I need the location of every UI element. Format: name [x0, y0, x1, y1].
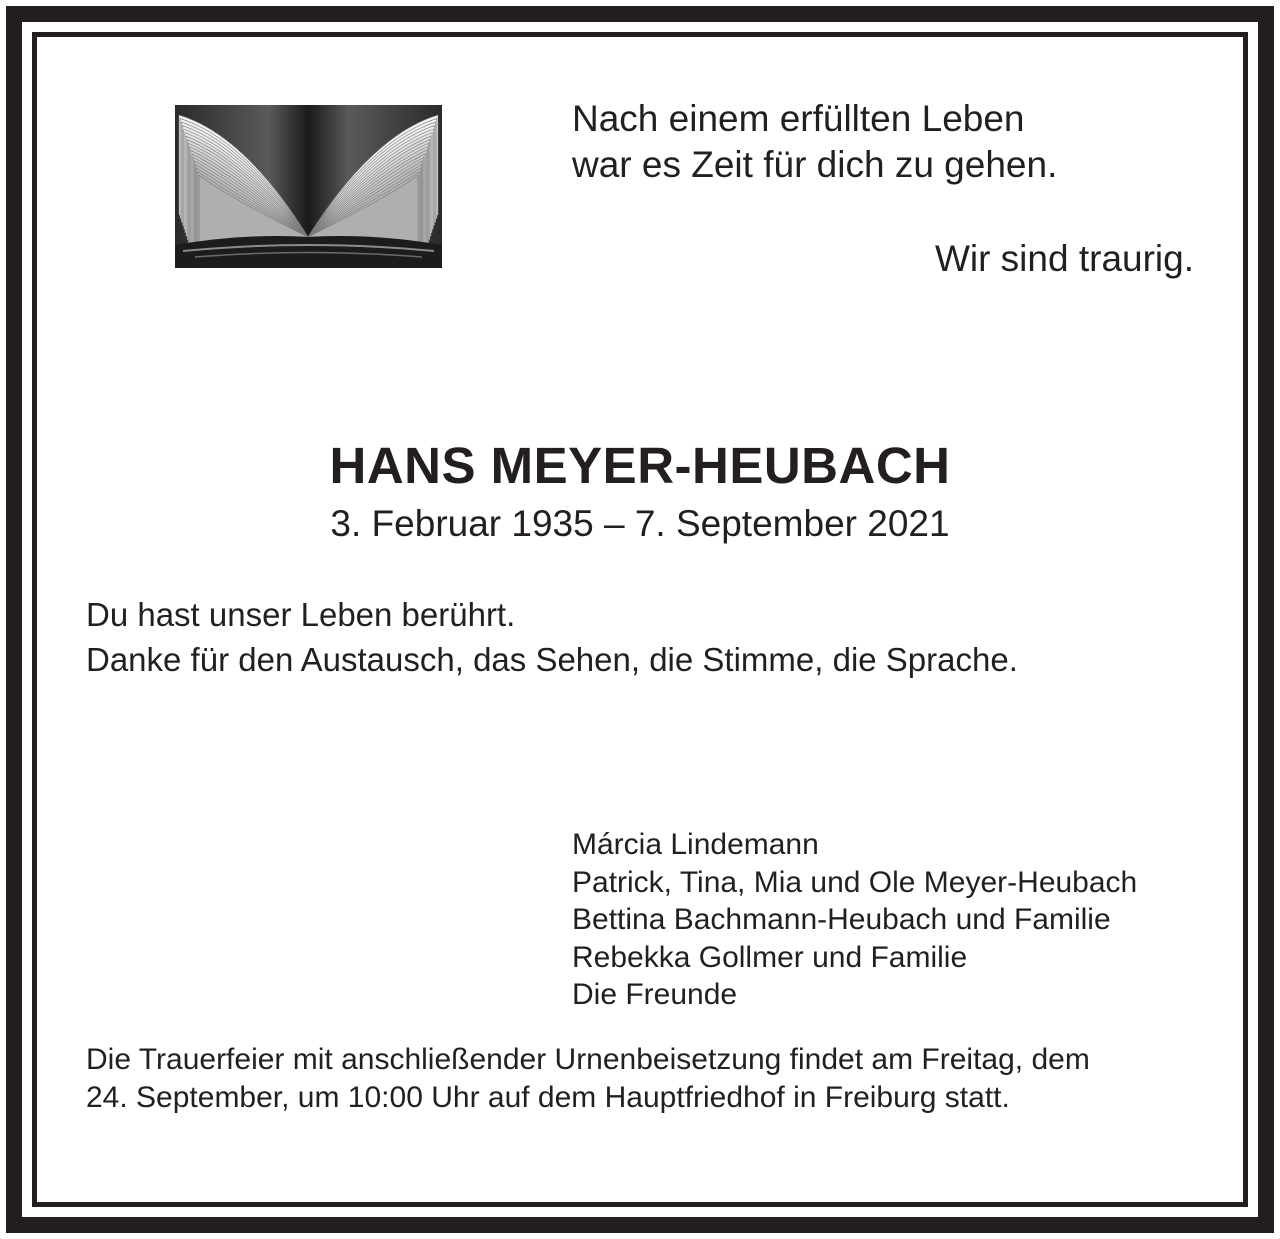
funeral-line: 24. September, um 10:00 Uhr auf dem Hauptfriedhof in Freiburg statt.: [86, 1081, 1010, 1114]
mourner: Patrick, Tina, Mia und Ole Meyer-Heubach: [572, 865, 1138, 899]
mourner: Bettina Bachmann-Heubach und Familie: [572, 903, 1111, 936]
deceased-name: HANS MEYER-HEUBACH: [329, 437, 951, 494]
motto-line: Nach einem erfüllten Leben: [572, 98, 1025, 139]
funeral-line: Die Trauerfeier mit anschließender Urnenbeisetzung findet am Freitag, dem: [86, 1043, 1090, 1076]
motto: [572, 96, 1057, 188]
message: [86, 592, 1018, 682]
sadness-statement: Wir sind traurig.: [934, 238, 1194, 279]
funeral-notice: [86, 1041, 1216, 1117]
open-book-icon: [175, 105, 442, 268]
mourner: Márcia Lindemann: [572, 828, 819, 861]
life-dates: 3. Februar 1935 – 7. September 2021: [330, 503, 950, 544]
mourner: Rebekka Gollmer und Familie: [572, 940, 968, 974]
message-line: Danke für den Austausch, das Sehen, die Stimme, die Sprache.: [86, 641, 1018, 678]
mourners-list: [572, 826, 1137, 1014]
motto-line: war es Zeit für dich zu gehen.: [572, 144, 1058, 185]
mourner: Die Freunde: [572, 978, 738, 1011]
message-line: Du hast unser Leben berührt.: [86, 596, 516, 633]
